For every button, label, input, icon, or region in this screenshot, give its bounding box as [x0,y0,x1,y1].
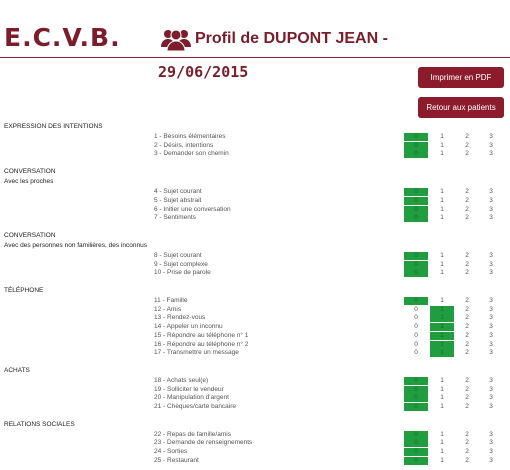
score-option-3[interactable]: 3 [489,150,493,158]
score-option-3[interactable]: 3 [489,141,493,149]
score-option-2[interactable]: 2 [465,196,469,204]
item-label: 3 - Demander son chemin [154,150,229,158]
score-option-2[interactable]: 2 [465,340,469,348]
score-option-0[interactable]: 0 [414,305,418,313]
section-title: CONVERSATION [4,231,56,239]
evaluation-row [0,252,510,260]
score-option-1[interactable]: 1 [440,141,444,149]
score-option-3[interactable]: 3 [489,133,493,140]
evaluation-row [0,188,510,196]
evaluation-row [0,332,510,340]
item-label: 1 - Besoins élémentaires [154,133,226,140]
item-label: 7 - Sentiments [154,214,196,222]
header-divider [0,57,510,58]
score-option-1[interactable]: 1 [440,456,444,464]
item-label: 16 - Répondre au téléphone n° 2 [154,340,249,348]
section-title: TÉLÉPHONE [4,287,44,294]
evaluation-row [0,214,510,222]
score-option-2[interactable]: 2 [465,376,469,384]
item-label: 9 - Sujet complexe [154,260,208,268]
score-option-1[interactable]: 1 [440,196,444,204]
score-option-2[interactable]: 2 [465,297,469,304]
score-option-0[interactable]: 0 [404,150,428,158]
score-option-1[interactable]: 1 [430,306,454,314]
evaluation-row [0,306,510,314]
evaluation-row [0,457,510,465]
score-option-3[interactable]: 3 [489,188,493,196]
item-label: 20 - Manipulation d'argent [154,394,229,402]
item-label: 21 - Chèques/carte bancaire [154,403,237,410]
item-label: 6 - Initier une conversation [154,205,231,213]
item-label: 22 - Repas de famille/amis [154,430,231,438]
evaluation-row [0,448,510,456]
score-option-1[interactable]: 1 [440,251,444,259]
evaluation-row [0,386,510,394]
score-option-3[interactable]: 3 [489,448,493,456]
score-option-1[interactable]: 1 [440,205,444,213]
score-option-3[interactable]: 3 [489,331,493,339]
score-option-3[interactable]: 3 [489,305,493,313]
score-option-1[interactable]: 1 [440,133,444,140]
score-option-2[interactable]: 2 [465,323,469,331]
evaluation-row [0,297,510,305]
score-option-0[interactable]: 0 [414,314,418,322]
score-option-3[interactable]: 3 [489,205,493,213]
item-label: 17 - Transmettre un message [154,349,239,357]
item-label: 23 - Demande de renseignements [154,439,253,447]
score-option-1[interactable]: 1 [440,269,444,277]
item-label: 14 - Appeler un inconnu [154,323,223,331]
item-label: 11 - Famille [154,297,188,304]
score-option-1[interactable]: 1 [440,394,444,402]
score-option-1[interactable]: 1 [430,332,454,340]
score-option-0[interactable]: 0 [404,252,428,260]
section-title: EXPRESSION DES INTENTIONS [4,123,103,130]
score-option-3[interactable]: 3 [489,251,493,259]
score-option-3[interactable]: 3 [489,456,493,464]
score-option-1[interactable]: 1 [440,260,444,268]
score-option-3[interactable]: 3 [489,340,493,348]
item-label: 8 - Sujet courant [154,251,202,259]
evaluation-row [0,269,510,277]
score-option-0[interactable]: 0 [404,297,428,305]
score-option-3[interactable]: 3 [489,385,493,393]
item-label: 25 - Restaurant [154,456,199,464]
score-option-2[interactable]: 2 [465,188,469,196]
score-option-1[interactable]: 1 [440,150,444,158]
score-option-2[interactable]: 2 [465,439,469,447]
score-option-3[interactable]: 3 [489,349,493,357]
score-option-2[interactable]: 2 [465,150,469,158]
score-option-0[interactable]: 0 [404,457,428,465]
profile-title [160,26,388,52]
item-label: 18 - Achats seul(e) [154,376,209,384]
evaluation-row [0,133,510,141]
evaluation-row [0,341,510,349]
score-option-2[interactable]: 2 [465,448,469,456]
evaluation-row [0,431,510,439]
score-option-0[interactable]: 0 [404,448,428,456]
score-option-1[interactable]: 1 [440,403,444,410]
score-option-2[interactable]: 2 [465,251,469,259]
score-option-0[interactable]: 0 [404,206,428,214]
back-to-patients-button[interactable]: Retour aux patients [418,97,504,118]
section-title: ACHATS [4,366,30,374]
score-option-2[interactable]: 2 [465,430,469,438]
evaluation-row [0,206,510,214]
score-option-3[interactable]: 3 [489,323,493,331]
score-option-0[interactable]: 0 [404,261,428,269]
score-option-1[interactable]: 1 [440,385,444,393]
print-pdf-button[interactable]: Imprimer en PDF [418,67,504,88]
score-option-0[interactable]: 0 [404,386,428,394]
score-option-0[interactable]: 0 [404,142,428,150]
score-option-0[interactable]: 0 [414,349,418,357]
item-label: 5 - Sujet abstrait [154,196,202,204]
score-option-3[interactable]: 3 [489,403,493,410]
evaluation-row [0,349,510,357]
score-option-1[interactable]: 1 [440,188,444,196]
item-label: 13 - Rendez-vous [154,314,206,322]
evaluation-date: 29/06/2015 [158,63,249,81]
score-option-0[interactable]: 0 [404,439,428,447]
score-option-2[interactable]: 2 [465,331,469,339]
score-option-0[interactable]: 0 [404,188,428,196]
score-option-2[interactable]: 2 [465,403,469,410]
score-option-1[interactable]: 1 [430,341,454,349]
score-option-0[interactable]: 0 [404,403,428,411]
score-option-2[interactable]: 2 [465,260,469,268]
item-label: 12 - Amis [154,305,182,313]
score-option-1[interactable]: 1 [430,349,454,357]
score-option-3[interactable]: 3 [489,214,493,222]
score-option-0[interactable]: 0 [414,340,418,348]
score-option-2[interactable]: 2 [465,314,469,322]
evaluation-row [0,150,510,158]
top-bar [0,0,510,56]
score-option-1[interactable]: 1 [440,297,444,304]
score-option-0[interactable]: 0 [414,331,418,339]
evaluation-row [0,261,510,269]
score-option-2[interactable]: 2 [465,349,469,357]
score-option-0[interactable]: 0 [404,431,428,439]
evaluation-row [0,377,510,385]
score-option-2[interactable]: 2 [465,456,469,464]
score-option-0[interactable]: 0 [404,197,428,205]
item-label: 4 - Sujet courant [154,188,202,196]
section-title: RELATIONS SOCIALES [4,420,75,428]
section-subtitle: Avec des personnes non familières, des inconnus [4,241,147,249]
score-option-3[interactable]: 3 [489,196,493,204]
item-label: 19 - Solliciter le vendeur [154,385,224,393]
score-option-2[interactable]: 2 [465,214,469,222]
score-option-0[interactable]: 0 [404,377,428,385]
score-option-0[interactable]: 0 [404,394,428,402]
evaluation-row [0,142,510,150]
score-option-1[interactable]: 1 [440,214,444,222]
evaluation-row [0,394,510,402]
item-label: 24 - Sorties [154,448,188,456]
score-option-0[interactable]: 0 [404,214,428,222]
evaluation-row [0,314,510,322]
evaluation-row [0,439,510,447]
score-option-2[interactable]: 2 [465,269,469,277]
app-logo[interactable]: E.C.V.B. [4,23,121,52]
score-option-1[interactable]: 1 [430,323,454,331]
score-option-3[interactable]: 3 [489,269,493,277]
score-option-1[interactable]: 1 [440,439,444,447]
score-option-3[interactable]: 3 [489,260,493,268]
score-option-0[interactable]: 0 [404,269,428,277]
item-label: 10 - Prise de parole [154,269,211,277]
score-option-3[interactable]: 3 [489,376,493,384]
score-option-3[interactable]: 3 [489,297,493,304]
score-option-3[interactable]: 3 [489,394,493,402]
score-option-2[interactable]: 2 [465,305,469,313]
section-title: CONVERSATION [4,168,56,176]
evaluation-row [0,197,510,205]
score-option-3[interactable]: 3 [489,430,493,438]
evaluation-row [0,403,510,411]
users-icon [160,27,192,51]
score-option-3[interactable]: 3 [489,314,493,322]
score-option-2[interactable]: 2 [465,141,469,149]
evaluation-row [0,323,510,331]
score-option-3[interactable]: 3 [489,439,493,447]
score-option-1[interactable]: 1 [440,376,444,384]
score-option-0[interactable]: 0 [404,133,428,141]
score-option-2[interactable]: 2 [465,385,469,393]
score-option-0[interactable]: 0 [414,323,418,331]
score-option-2[interactable]: 2 [465,205,469,213]
score-option-1[interactable]: 1 [440,430,444,438]
score-option-2[interactable]: 2 [465,133,469,140]
item-label: 15 - Répondre au téléphone n° 1 [154,331,249,339]
section-subtitle: Avec les proches [4,178,54,186]
item-label: 2 - Désirs, intentions [154,141,214,149]
score-option-1[interactable]: 1 [430,314,454,322]
score-option-2[interactable]: 2 [465,394,469,402]
patient-name: Profil de DUPONT JEAN - [195,30,388,47]
score-option-1[interactable]: 1 [440,448,444,456]
